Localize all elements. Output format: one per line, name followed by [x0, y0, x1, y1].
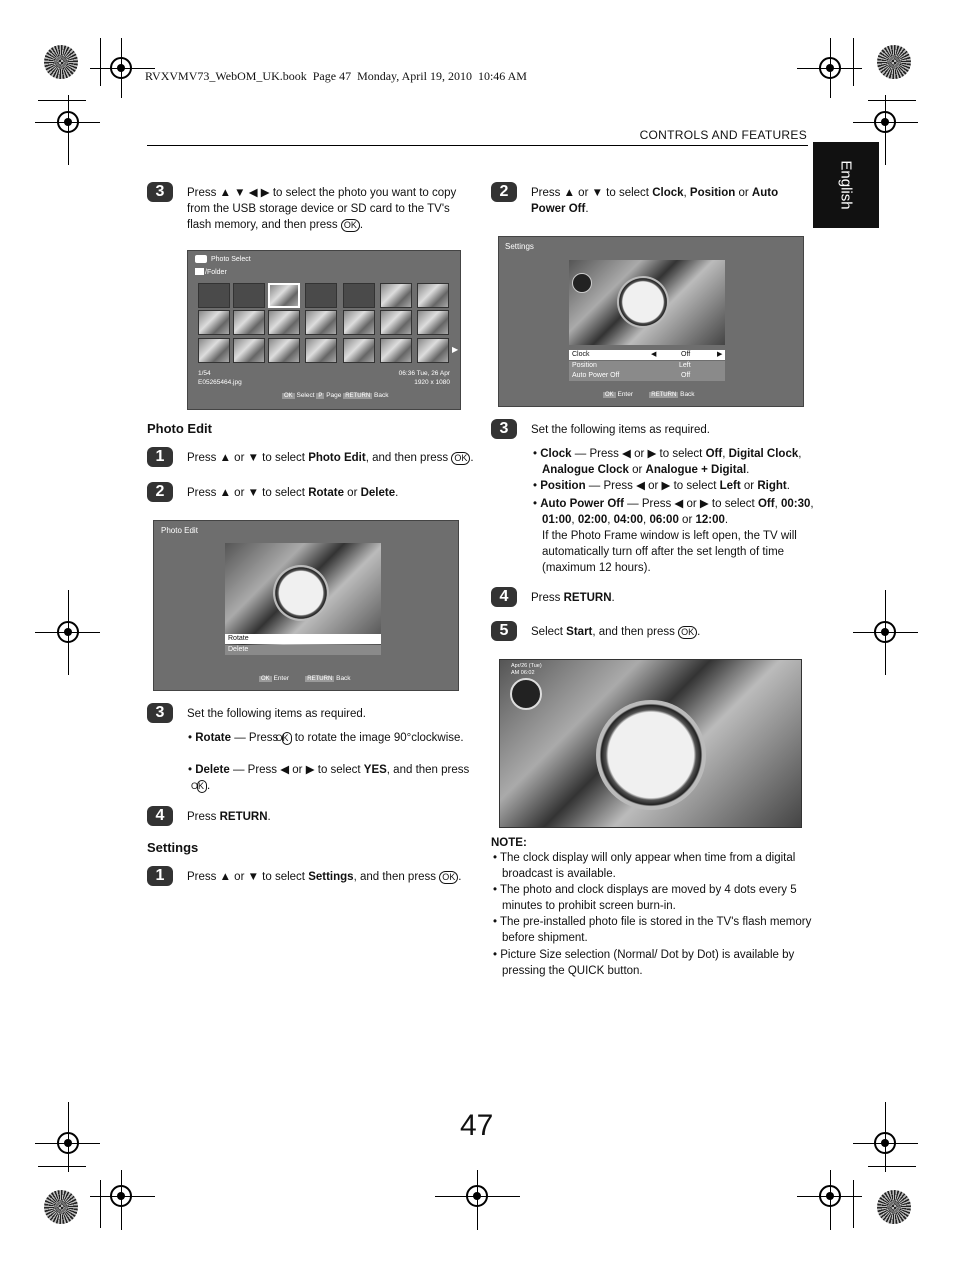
folder-path: /Folder [205, 269, 227, 276]
analogue-clock-icon [510, 678, 542, 710]
folder-icon [195, 268, 204, 275]
photo-thumb[interactable] [305, 338, 337, 363]
registration-mark [110, 57, 132, 79]
photo-datetime: 06:36 Tue, 26 Apr [398, 370, 450, 377]
registration-mark [57, 1132, 79, 1154]
step-text: Set the following items as required. [187, 708, 366, 720]
step-text: Press ▲ or ▼ to select Settings, and then press OK . [187, 871, 462, 883]
arrow-left-icon[interactable]: ◀ [651, 351, 657, 358]
ok-icon: OK [451, 452, 470, 465]
photo-count: 1/54 [198, 370, 211, 377]
photo-thumb[interactable] [380, 310, 412, 335]
arrow-right-icon[interactable]: ▶ [717, 351, 723, 358]
clock-value: Off [681, 351, 691, 358]
photo-thumb[interactable] [343, 338, 375, 363]
photo-thumb[interactable] [268, 283, 300, 308]
photo-thumb[interactable] [268, 338, 300, 363]
registration-mark [874, 111, 896, 133]
clock-face [617, 276, 669, 328]
color-rosette [44, 45, 78, 79]
note-item: • The clock display will only appear when time from a digital broadcast is available. [493, 852, 796, 880]
registration-mark [110, 1185, 132, 1207]
clock-time: AM 06:02 [511, 670, 535, 676]
step-number: 3 [491, 419, 517, 439]
key-guide: OK Enter RETURN Back [261, 675, 351, 682]
position-bullet: • Position — Press ◀ or ▶ to select Left or Right. [533, 480, 790, 492]
ok-icon: OK [197, 780, 207, 793]
menu-item-delete[interactable]: Delete [225, 645, 381, 655]
camera-thumb[interactable] [343, 283, 375, 308]
photo-thumb[interactable] [233, 338, 265, 363]
registration-mark [466, 1185, 488, 1207]
note-item: • Picture Size selection (Normal/ Dot by Dot) is available by pressing the QUICK button. [493, 949, 795, 977]
settings-heading: Settings [147, 840, 199, 855]
print-header: RVXVMV73_WebOM_UK.book Page 47 Monday, April 19, 2010 10:46 AM [145, 69, 527, 83]
photo-thumb[interactable] [380, 283, 412, 308]
photo-edit-heading: Photo Edit [147, 421, 212, 436]
color-rosette [877, 45, 911, 79]
step-number: 1 [147, 866, 173, 886]
menu-item-rotate[interactable]: Rotate [225, 634, 381, 644]
auto-power-off-bullet: • Auto Power Off — Press ◀ or ▶ to select Off, 00:30, 01:00, 02:00, 04:00, 06:00 or 12:00. [533, 498, 814, 526]
language-tab [813, 142, 879, 228]
registration-mark [819, 57, 841, 79]
step-number: 3 [147, 182, 173, 202]
step-number: 1 [147, 447, 173, 467]
photo-filename: E05265464.jpg [198, 379, 242, 386]
photo-thumb[interactable] [198, 310, 230, 335]
clock-date: Apr/26 (Tue) [511, 663, 542, 669]
menu-item-position[interactable]: Position Left [569, 361, 725, 371]
auto-power-off-note: If the Photo Frame window is left open, the TV will automatically turn off after the set length of time (maximum 12 hours). [542, 530, 797, 574]
camera-icon [195, 255, 207, 263]
note-heading: NOTE: [491, 837, 527, 849]
section-header: CONTROLS AND FEATURES [639, 128, 807, 142]
photo-edit-screen [153, 520, 459, 691]
screen-title: Settings [505, 242, 534, 251]
color-rosette [877, 1190, 911, 1224]
step-text: Press ▲ or ▼ to select Rotate or Delete. [187, 487, 399, 499]
step-number: 2 [491, 182, 517, 202]
folder-thumb[interactable] [233, 283, 265, 308]
folder-thumb[interactable] [198, 283, 230, 308]
photo-thumb[interactable] [417, 283, 449, 308]
registration-mark [874, 621, 896, 643]
screen-title: Photo Edit [161, 526, 198, 535]
clock-photo [569, 260, 725, 345]
photo-resolution: 1920 x 1080 [414, 379, 450, 386]
photo-thumb[interactable] [380, 338, 412, 363]
key-guide: OK Select P Page RETURN Back [284, 392, 389, 399]
note-item: • The pre-installed photo file is stored in the TV's flash memory before shipment. [493, 916, 812, 944]
ok-icon: OK [678, 626, 697, 639]
step-number: 2 [147, 482, 173, 502]
step-text: Press ▲ or ▼ to select Photo Edit, and then press OK . [187, 452, 474, 464]
delete-bullet: • Delete — Press ◀ or ▶ to select YES, and then press OK . [188, 764, 470, 792]
clock-bullet: • Clock — Press ◀ or ▶ to select Off, Digital Clock, Analogue Clock or Analogue + Digital. [533, 448, 802, 476]
step-number: 5 [491, 621, 517, 641]
photo-select-screen [187, 250, 461, 410]
registration-mark [57, 621, 79, 643]
photo-thumb[interactable] [417, 338, 449, 363]
screen-title: Photo Select [211, 256, 251, 263]
auto-power-off-value: Off [681, 372, 691, 379]
photo-thumb[interactable] [198, 338, 230, 363]
camera-thumb[interactable] [305, 283, 337, 308]
photo-thumb[interactable] [417, 310, 449, 335]
clock-face [273, 565, 329, 621]
photo-frame-screen [499, 659, 802, 828]
step-text: Press ▲ ▼ ◀ ▶ to select the photo you want to copy from the USB storage device or SD card to the TV's flash memory, and then press OK . [187, 187, 457, 231]
page-number: 47 [460, 1109, 494, 1142]
language-tab-label: English [837, 160, 855, 210]
settings-screen [498, 236, 804, 407]
clock-face [596, 700, 706, 810]
note-item: • The photo and clock displays are moved by 4 dots every 5 minutes to prohibit screen burn-in. [493, 884, 797, 912]
chevron-right-icon[interactable]: ▶ [452, 345, 459, 354]
step-number: 3 [147, 703, 173, 723]
menu-item-clock[interactable]: Clock ◀ Off ▶ [569, 350, 725, 360]
step-number: 4 [147, 806, 173, 826]
rotate-bullet: • Rotate — Press OK to rotate the image 90°clockwise. [188, 732, 464, 744]
header-rule [147, 145, 808, 146]
step-text: Press ▲ or ▼ to select Clock, Position or Auto Power Off. [531, 187, 779, 215]
ok-icon: OK [282, 732, 292, 745]
step-text: Press RETURN. [187, 811, 271, 823]
registration-mark [819, 1185, 841, 1207]
key-guide: OK Enter RETURN Back [605, 391, 695, 398]
clock-overlay-icon [572, 273, 592, 293]
photo-thumb[interactable] [305, 310, 337, 335]
photo-thumb[interactable] [233, 310, 265, 335]
color-rosette [44, 1190, 78, 1224]
photo-thumb[interactable] [343, 310, 375, 335]
step-number: 4 [491, 587, 517, 607]
menu-item-auto-power-off[interactable]: Auto Power Off Off [569, 371, 725, 381]
step-text: Set the following items as required. [531, 424, 710, 436]
position-value: Left [679, 362, 691, 369]
step-text: Select Start, and then press OK . [531, 626, 701, 638]
ok-icon: OK [341, 219, 360, 232]
registration-mark [57, 111, 79, 133]
step-text: Press RETURN. [531, 592, 615, 604]
photo-thumb[interactable] [268, 310, 300, 335]
ok-icon: OK [439, 871, 458, 884]
registration-mark [874, 1132, 896, 1154]
